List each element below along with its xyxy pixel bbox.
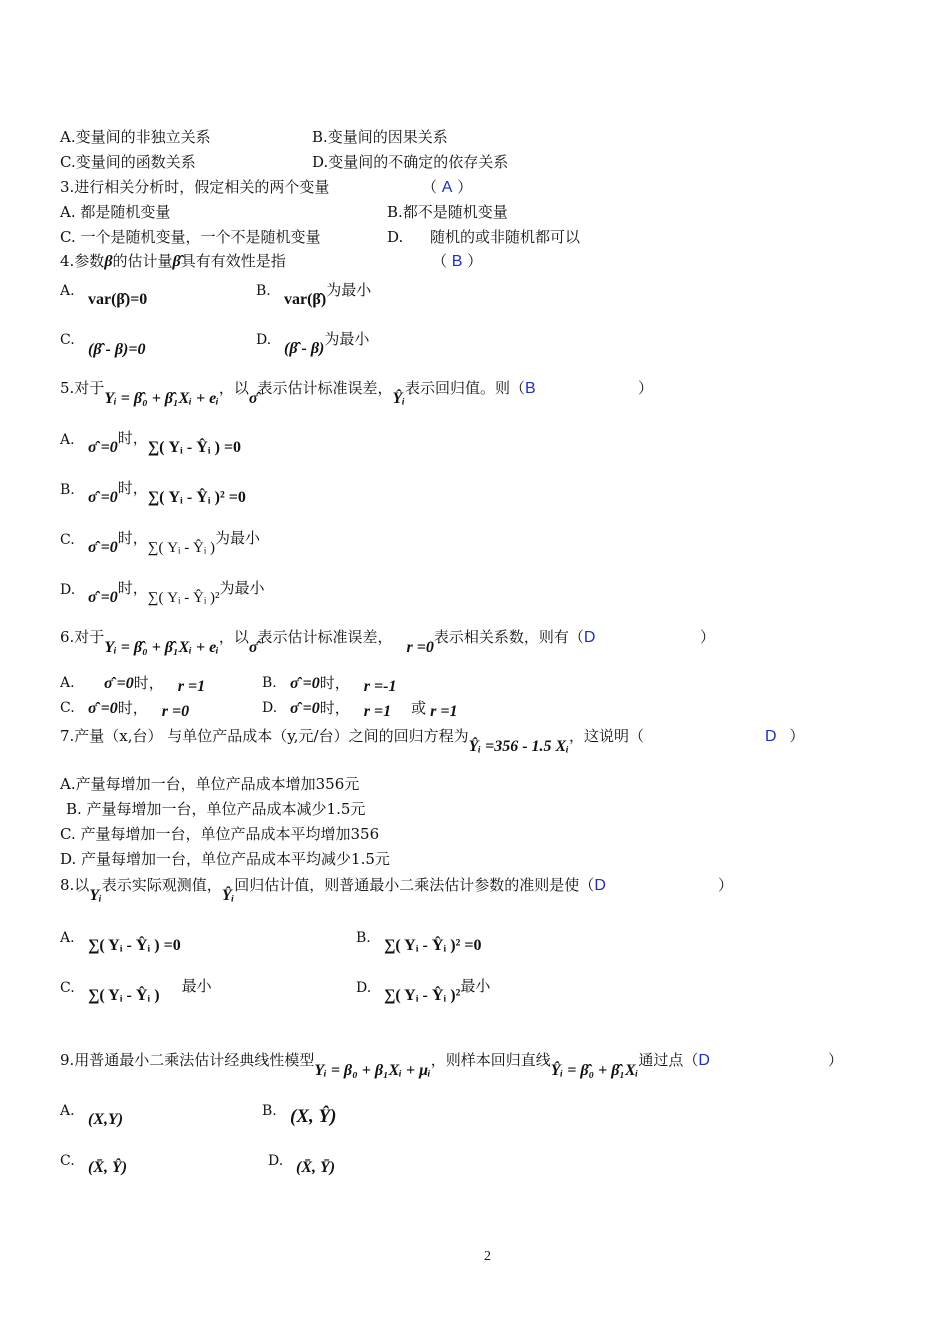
q5-option-d: σ̂ =0时，∑( Yᵢ - Ŷᵢ )²为最小 [88,579,265,606]
q7-answer-paren: D ） [765,727,805,745]
q4-option-b-label: B. [256,283,271,299]
q4-option-d-label: D. [256,332,272,348]
q6-option-d: σ̂ =0时， r =1 或 r =1 [290,699,458,720]
q4-answer: B [451,253,463,270]
q4-option-a: var(β̂)=0 [88,291,148,308]
q9-option-c: (X̄, Ŷ) [88,1159,128,1176]
q9-option-c-label: C. [60,1153,75,1169]
q4-answer-paren: （ B ） [432,252,483,270]
q8-close: ） [718,876,734,894]
page-number: 2 [484,1249,491,1264]
q4-option-c: (β̂ - β)=0 [88,341,146,358]
q6-option-d-label: D. [262,700,278,716]
q3-answer-paren: （ A ） [422,178,473,196]
q5-option-a: σ̂ =0时，∑( Yᵢ - Ŷᵢ ) =0 [88,429,242,456]
q5-option-b: σ̂ =0时，∑( Yᵢ - Ŷᵢ )² =0 [88,479,246,506]
q8-option-b: ∑( Yᵢ - Ŷᵢ )² =0 [384,937,482,954]
q6-option-c-label: C. [60,700,75,716]
q7-answer: D [765,728,777,745]
q2-option-b: B.变量间的因果关系 [312,128,448,146]
q5-option-b-label: B. [60,482,75,498]
q4-option-a-label: A. [60,283,75,299]
q3-option-a: A. 都是随机变量 [60,203,171,221]
q8-option-d: ∑( Yᵢ - Ŷᵢ )²最小 [384,977,491,1004]
q4-option-d: (β̂ - β)为最小 [284,330,370,357]
q6-option-b: σ̂ =0时， r =-1 [290,674,397,695]
q3-option-d-label: D. [387,228,404,246]
q3-option-c: C. 一个是随机变量，一个不是随机变量 [60,228,321,246]
q2-option-d: D.变量间的不确定的依存关系 [312,153,509,171]
q8-option-a: ∑( Yᵢ - Ŷᵢ ) =0 [88,937,181,954]
q7-option-a: A.产量每增加一台，单位产品成本增加356元 [60,775,360,793]
q9-option-d: (X̄, Ȳ) [296,1159,336,1176]
q8-answer: D [594,877,606,894]
q4-option-b: var(β̂)为最小 [284,281,372,308]
q9-stem: 9.用普通最小二乘法估计经典线性模型Yᵢ = β₀ + β₁Xᵢ + μᵢ，则样本回归直线Ŷᵢ = β̂₀ + β̂₁Xᵢ通过点（D [60,1051,710,1079]
q9-answer: D [698,1052,710,1069]
q8-option-c: ∑( Yᵢ - Ŷᵢ )最小 [88,977,212,1004]
q4-stem: 4.参数β的估计量β̂具有有效性是指 [60,252,286,270]
q8-option-b-label: B. [356,930,371,946]
q6-option-c: σ̂ =0时， r =0 [88,699,190,720]
q2-option-a: A.变量间的非独立关系 [60,128,211,146]
q6-answer: D [583,629,596,646]
q3-option-b: B.都不是随机变量 [387,203,508,221]
q8-stem: 8.以Yᵢ表示实际观测值，Ŷᵢ回归估计值，则普通最小二乘法估计参数的准则是使（D [60,876,606,904]
q5-option-d-label: D. [60,582,76,598]
q5-option-a-label: A. [60,432,75,448]
q9-close: ） [828,1051,844,1069]
q9-option-b-label: B. [262,1103,277,1119]
q9-option-a: (X,Y) [88,1111,124,1128]
q7-option-b: B. 产量每增加一台，单位产品成本减少1.5元 [66,800,366,818]
q8-option-d-label: D. [356,980,372,996]
q9-option-d-label: D. [268,1153,284,1169]
q3-option-d: 随机的或非随机都可以 [430,228,581,246]
q2-option-c: C.变量间的函数关系 [60,153,196,171]
q5-answer: B [525,380,536,397]
q4-option-c-label: C. [60,332,75,348]
q7-stem: 7.产量（x,台） 与单位产品成本（y,元/台）之间的回归方程为Ŷᵢ =356 - 1.5 Xᵢ，这说明（ [60,727,644,755]
q6-close: ） [700,628,716,646]
q5-close: ） [638,379,654,397]
q6-option-a: σ̂ =0时， r =1 [104,674,206,695]
q3-stem: 3.进行相关分析时，假定相关的两个变量 [60,178,330,196]
q8-option-a-label: A. [60,930,75,946]
q5-stem: 5.对于Yᵢ = β̂₀ + β̂₁Xᵢ + eᵢ，以σ̂表示估计标准误差，Ŷᵢ表示回归值。则（B [60,379,536,407]
q3-answer: A [441,179,453,196]
q9-option-a-label: A. [60,1103,75,1119]
q8-option-c-label: C. [60,980,75,996]
q5-option-c-label: C. [60,532,75,548]
q7-option-c: C. 产量每增加一台，单位产品成本平均增加356 [60,825,380,843]
q6-option-a-label: A. [60,675,75,691]
q7-option-d: D. 产量每增加一台，单位产品成本平均减少1.5元 [60,850,390,868]
q6-option-b-label: B. [262,675,277,691]
q9-option-b: (X, Ŷ) [290,1106,337,1127]
q6-stem: 6.对于Yᵢ = β̂₀ + β̂₁Xᵢ + eᵢ，以σ̂表示估计标准误差，r =0表示相关系数，则有（D [60,628,596,656]
q5-option-c: σ̂ =0时，∑( Yᵢ - Ŷᵢ )为最小 [88,529,261,556]
